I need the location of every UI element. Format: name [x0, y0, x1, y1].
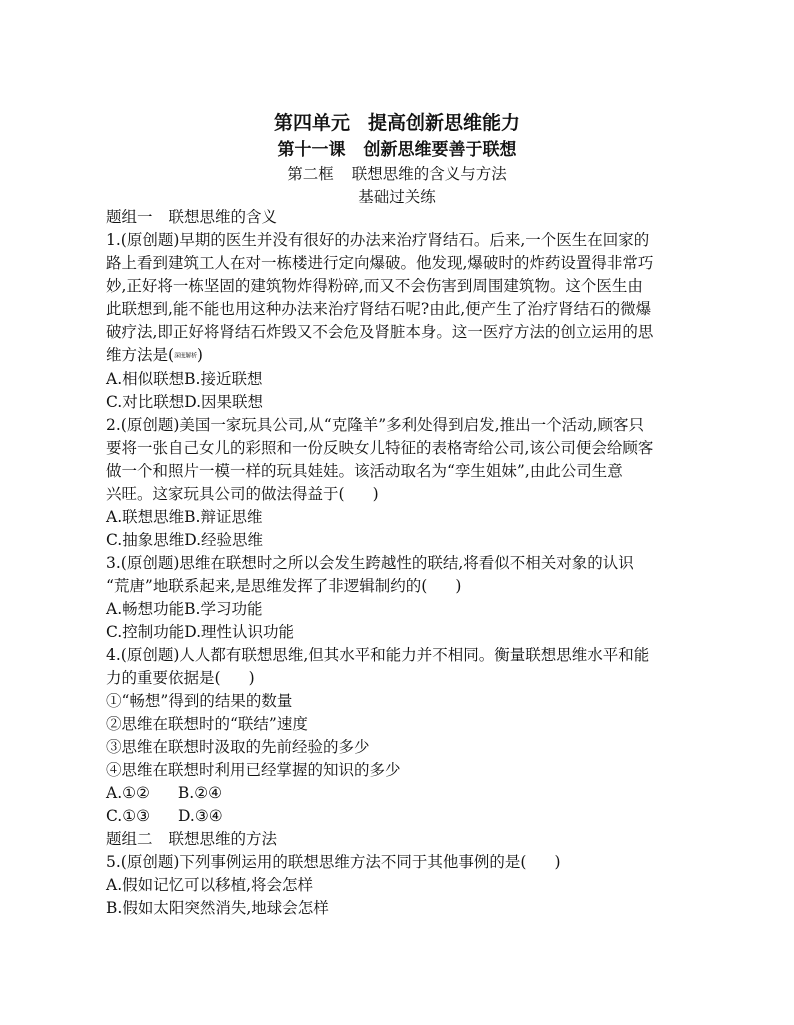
q1-line-6: 维方法是(深度解析) [106, 346, 203, 364]
q2-option-a[interactable]: A.联想思维 [106, 507, 185, 526]
lesson-heading [0, 138, 794, 162]
q1-line-1: 1.(原创题)早期的医生并没有很好的办法来治疗肾结石。后来,一个医生在回家的 [106, 231, 650, 249]
q4-options-cd [106, 805, 691, 828]
q3-option-c[interactable]: C.控制功能 [106, 622, 185, 641]
q4-options-ab [106, 782, 691, 805]
group-2-title: 联想思维的方法 [168, 829, 278, 848]
q5-line-1: 5.(原创题)下列事例运用的联想思维方法不同于其他事例的是( ) [106, 852, 561, 871]
q4-line-1: 4.(原创题)人人都有联想思维,但其水平和能力并不相同。衡量联想思维水平和能 [106, 645, 650, 664]
q4-option-b[interactable]: B.②④ [177, 783, 223, 802]
group-2-heading [106, 828, 691, 851]
group-1-title: 联想思维的含义 [168, 208, 278, 226]
lesson-number: 第十一课 [277, 140, 346, 160]
q1-options-cd [106, 391, 691, 414]
q3-option-d[interactable]: D.理性认识功能 [184, 622, 295, 641]
q2-line-2: 要将一张自己女儿的彩照和一份反映女儿特征的表格寄给公司,该公司便会给顾客 [106, 438, 654, 457]
q3-line-2: “荒唐”地联系起来,是思维发挥了非逻辑制约的( ) [106, 576, 462, 595]
group-2-label: 题组二 [106, 829, 153, 848]
q2-options-ab [106, 506, 691, 529]
q4-option-a[interactable]: A.①② [106, 783, 150, 802]
q4-item-1: ①“畅想”得到的结果的数量 [106, 691, 293, 710]
unit-number: 第四单元 [273, 112, 350, 134]
lesson-title: 创新思维要善于联想 [363, 140, 517, 160]
q4-item-4: ④思维在联想时利用已经掌握的知识的多少 [106, 760, 401, 779]
q4-line-2: 力的重要依据是( ) [106, 668, 255, 687]
q5-option-b[interactable]: B.假如太阳突然消失,地球会怎样 [106, 898, 329, 917]
q4-item-3: ③思维在联想时汲取的先前经验的多少 [106, 737, 370, 756]
q3-options-ab [106, 598, 691, 621]
heading-block [0, 108, 794, 208]
question-body [106, 206, 691, 920]
q4-option-d[interactable]: D.③④ [178, 806, 223, 825]
q1-option-c[interactable]: C.对比联想 [106, 392, 185, 411]
group-1-heading [106, 206, 691, 229]
frame-number: 第二框 [287, 165, 334, 183]
q3-options-cd [106, 621, 691, 644]
q2-line-4: 兴旺。这家玩具公司的做法得益于( ) [106, 484, 379, 503]
q2-line-3: 做一个和照片一模一样的玩具娃娃。该活动取名为“孪生姐妹”,由此公司生意 [106, 461, 623, 480]
q2-option-d[interactable]: D.经验思维 [184, 530, 264, 549]
q2-option-b[interactable]: B.辩证思维 [184, 507, 263, 526]
q3-option-a[interactable]: A.畅想功能 [106, 599, 185, 618]
unit-heading [0, 108, 794, 138]
q4-item-2: ②思维在联想时的“联结”速度 [106, 714, 308, 733]
group-1-label: 题组一 [106, 208, 153, 226]
unit-title: 提高创新思维能力 [368, 112, 521, 134]
q1-line-2: 路上看到建筑工人在对一栋楼进行定向爆破。他发现,爆破时的炸药设置得非常巧 [106, 254, 654, 272]
q2-options-cd [106, 529, 691, 552]
q1-line-4: 此联想到,能不能也用这种办法来治疗肾结石呢?由此,便产生了治疗肾结石的微爆 [106, 300, 652, 318]
q3-option-b[interactable]: B.学习功能 [184, 599, 263, 618]
q1-option-b[interactable]: B.接近联想 [184, 369, 263, 388]
q3-line-1: 3.(原创题)思维在联想时之所以会发生跨越性的联结,将看似不相关对象的认识 [106, 553, 634, 572]
q1-analysis-mark: 深度解析 [174, 352, 197, 360]
q1-line-3: 妙,正好将一栋坚固的建筑物炸得粉碎,而又不会伤害到周围建筑物。这个医生由 [106, 277, 643, 295]
q4-option-c[interactable]: C.①③ [106, 806, 151, 825]
section-heading: 基础过关练 [358, 188, 436, 206]
q1-option-d[interactable]: D.因果联想 [184, 392, 264, 411]
q2-line-1: 2.(原创题)美国一家玩具公司,从“克隆羊”多利处得到启发,推出一个活动,顾客只 [106, 415, 645, 434]
frame-title: 联想思维的含义与方法 [351, 165, 507, 183]
q2-option-c[interactable]: C.抽象思维 [106, 530, 185, 549]
q1-line-5: 破疗法,即正好将肾结石炸毁又不会危及肾脏本身。这一医疗方法的创立运用的思 [106, 323, 654, 341]
frame-heading [0, 162, 794, 186]
q1-options-ab [106, 368, 691, 391]
q1-option-a[interactable]: A.相似联想 [106, 369, 185, 388]
q5-option-a[interactable]: A.假如记忆可以移植,将会怎样 [106, 875, 314, 894]
